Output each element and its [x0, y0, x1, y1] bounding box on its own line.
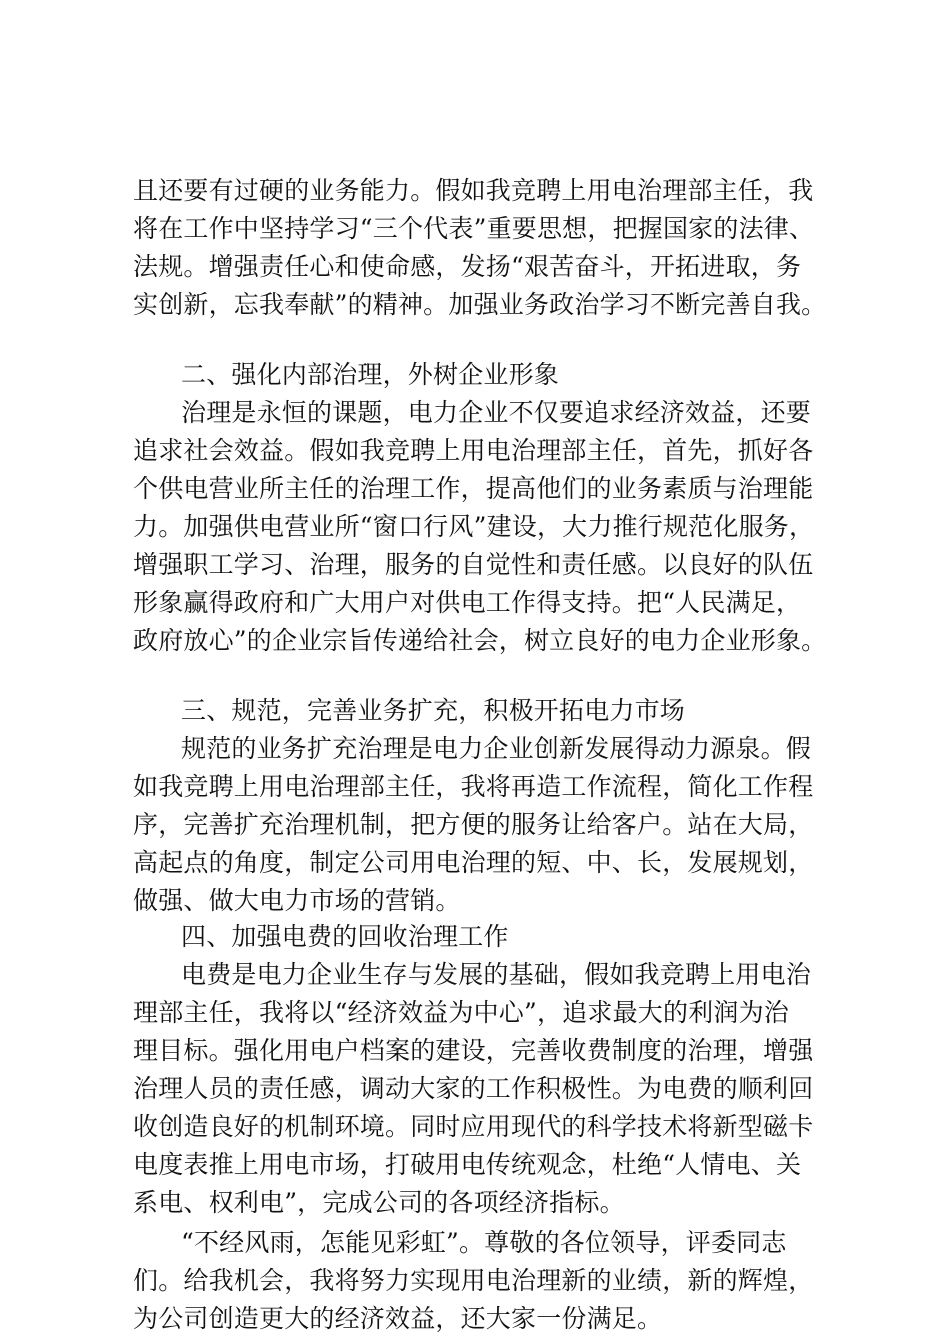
- text-line: 为公司创造更大的经济效益，还大家一份满足。: [133, 1304, 663, 1333]
- section-heading: 四、加强电费的回收治理工作: [181, 922, 509, 951]
- text-line: 且还要有过硬的业务能力。假如我竞聘上用电治理部主任，我: [133, 176, 814, 205]
- text-line: 理部主任，我将以“经济效益为中心”，追求最大的利润为治: [133, 998, 789, 1027]
- text-line: 们。给我机会，我将努力实现用电治理新的业绩，新的辉煌，: [133, 1266, 814, 1295]
- text-line: 系电、权利电”，完成公司的各项经济指标。: [133, 1188, 625, 1217]
- text-line: 政府放心”的企业宗旨传递给社会，树立良好的电力企业形象。: [133, 626, 827, 655]
- text-line: 追求社会效益。假如我竞聘上用电治理部主任，首先，抓好各: [133, 436, 814, 465]
- text-line: “不经风雨，怎能见彩虹”。尊敬的各位领导，评委同志: [181, 1228, 787, 1257]
- text-line: 电费是电力企业生存与发展的基础，假如我竞聘上用电治: [181, 960, 812, 989]
- text-line: 力。加强供电营业所“窗口行风”建设，大力推行规范化服务，: [133, 512, 815, 541]
- text-line: 高起点的角度，制定公司用电治理的短、中、长，发展规划，: [133, 848, 814, 877]
- text-line: 做强、做大电力市场的营销。: [133, 886, 461, 915]
- text-line: 实创新，忘我奉献”的精神。加强业务政治学习不断完善自我。: [133, 290, 827, 319]
- section-heading: 二、强化内部治理，外树企业形象: [181, 360, 560, 389]
- text-line: 电度表推上用电市场，打破用电传统观念，杜绝“人情电、关: [133, 1150, 802, 1179]
- text-line: 治理是永恒的课题，电力企业不仅要追求经济效益，还要: [181, 398, 812, 427]
- text-line: 理目标。强化用电户档案的建设，完善收费制度的治理，增强: [133, 1036, 814, 1065]
- text-line: 序，完善扩充治理机制，把方便的服务让给客户。站在大局，: [133, 810, 814, 839]
- text-line: 个供电营业所主任的治理工作，提高他们的业务素质与治理能: [133, 474, 814, 503]
- text-line: 法规。增强责任心和使命感，发扬“艰苦奋斗，开拓进取，务: [133, 252, 802, 281]
- text-line: 规范的业务扩充治理是电力企业创新发展得动力源泉。假: [181, 734, 812, 763]
- text-line: 如我竞聘上用电治理部主任，我将再造工作流程，简化工作程: [133, 772, 814, 801]
- text-line: 增强职工学习、治理，服务的自觉性和责任感。以良好的队伍: [133, 550, 814, 579]
- text-line: 收创造良好的机制环境。同时应用现代的科学技术将新型磁卡: [133, 1112, 814, 1141]
- text-line: 治理人员的责任感，调动大家的工作积极性。为电费的顺利回: [133, 1074, 814, 1103]
- text-line: 将在工作中坚持学习“三个代表”重要思想，把握国家的法律、: [133, 214, 815, 243]
- text-line: 形象赢得政府和广大用户对供电工作得支持。把“人民满足，: [133, 588, 802, 617]
- section-heading: 三、规范，完善业务扩充，积极开拓电力市场: [181, 696, 686, 725]
